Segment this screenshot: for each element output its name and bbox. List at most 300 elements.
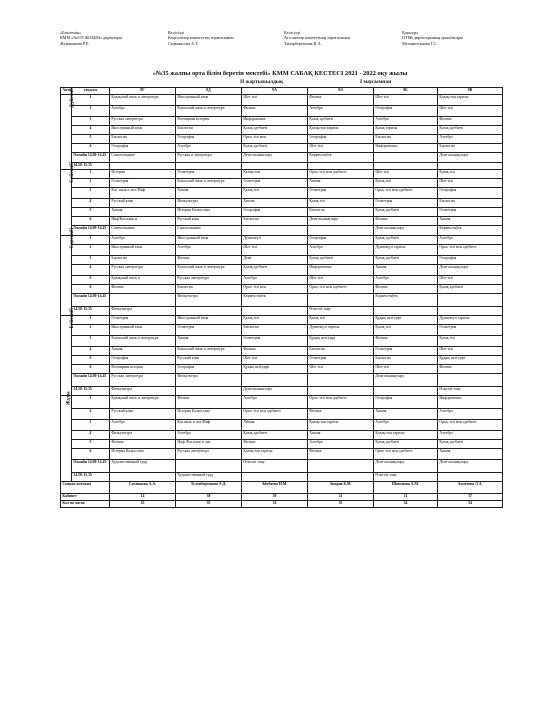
lesson-subject: Казахский язык и литература [176,265,242,276]
lesson-subject: Құқық негіздері [438,356,503,365]
footer-value: Айтбаева Н.М. [242,482,308,494]
lesson-subject: Алгебра [308,106,374,117]
lesson-subject: Алгебра [176,144,242,153]
lesson-time: 5 [72,135,110,144]
lesson-subject: Дүниежүзі тарихы [308,325,374,336]
lesson-row [61,294,503,307]
header-time: уақыты [72,88,110,95]
lesson-time: 1 [72,316,110,325]
lesson-subject: География [438,256,503,265]
lesson-subject: Дүниежүзі [242,236,308,245]
approval-block [60,30,500,62]
lesson-subject: Өзін-өзі тану [374,473,438,482]
lesson-subject: Иностранный язык [176,95,242,106]
lesson-subject: Геометрия [242,179,308,188]
footer-value: Тулепбергенова А.Д. [176,482,242,494]
lesson-subject: Қазақстан тарихы [308,420,374,431]
lesson-subject: Физкультура [110,387,176,396]
lesson-row [61,265,503,276]
lesson-subject: Қазақский язык и литература [110,95,176,106]
lesson-subject: Биология [242,217,308,226]
lesson-subject [176,163,242,170]
lesson-subject: Физика [242,440,308,449]
lesson-subject: Қазақ әдебиеті [374,208,438,217]
lesson-subject: Шет тілі [242,95,308,106]
lesson-subject: Алгебра [176,431,242,440]
approval-person: Жумаканова Р.Е. [60,40,90,46]
lesson-subject: Физика [438,117,503,126]
lesson-subject: Самопознание [110,226,176,236]
lesson-subject: Геометрия [308,188,374,199]
lesson-subject: Қазақстан тарихы [308,126,374,135]
header-class-9b: 9Б [374,88,438,95]
lesson-subject: Информатика [308,265,374,276]
lesson-row [61,325,503,336]
footer-value: Ахметова Л.А. [438,482,503,494]
lesson-row [61,316,503,325]
lesson-row [61,336,503,347]
effective-label: І маусымнан [360,79,392,85]
lesson-subject: Химия [374,409,438,420]
lesson-subject: Көркем еңбек [242,294,308,307]
lesson-subject [176,387,242,396]
lesson-subject: Қазақ әдебиеті [374,256,438,265]
lesson-subject: Алгебра [242,276,308,285]
footer-label: Кол-во часов [61,501,110,508]
lesson-row [61,473,503,482]
lesson-subject: Қазақ әдебиеті [242,265,308,276]
lesson-time: 5 [72,440,110,449]
lesson-subject [176,460,242,473]
footer-row [61,494,503,501]
lesson-subject: Физика [374,285,438,294]
lesson-subject: Геометрия [374,347,438,356]
lesson-time: 2 [72,325,110,336]
lesson-time: 5 [72,208,110,217]
lesson-row [61,365,503,374]
lesson-subject: Қазақ әдебиеті [438,440,503,449]
lesson-time: 6 [72,144,110,153]
footer-value: 31 [308,494,374,501]
lesson-time: 6 [72,365,110,374]
lesson-subject: Қазақ тілі [374,325,438,336]
lesson-time: 14.50-15.35 [72,387,110,396]
lesson-time: 1 [72,236,110,245]
lesson-subject: География [176,365,242,374]
lesson-subject: Русский язык [110,199,176,208]
lesson-subject: Биология [374,356,438,365]
lesson-subject: Художественный труд [110,460,176,473]
lesson-subject: Қазақ әдебиеті [374,236,438,245]
lesson-subject [110,294,176,307]
lesson-subject [242,374,308,387]
approval-heading: Келісілді [284,30,301,35]
lesson-subject [438,473,503,482]
lesson-time: 1 [72,396,110,409]
lesson-subject: Биология [110,256,176,265]
lesson-subject: Самопознание [176,226,242,236]
lesson-subject: Химия [176,188,242,199]
lesson-subject: Русский язык [110,409,176,420]
lesson-subject: Орыс тілі мен [242,285,308,294]
lesson-subject: Биология [176,126,242,135]
lesson-subject: Всемирная история [110,365,176,374]
lesson-subject: Қазақ әдебиеті [374,440,438,449]
footer-value: Акиров Б.М. [308,482,374,494]
lesson-subject: Иностранный язык [176,236,242,245]
lesson-subject: Алгебра [374,420,438,431]
lesson-subject: География [308,135,374,144]
lesson-time: 14.50-15.35 [72,163,110,170]
lesson-time: 4 [72,347,110,356]
lesson-subject: Химия [308,179,374,188]
lesson-subject: История Казахстана [110,449,176,460]
footer-value: 35 [176,501,242,508]
lesson-subject: Казахский язык и литература [176,347,242,356]
lesson-subject [110,473,176,482]
lesson-row [61,420,503,431]
lesson-subject [308,374,374,387]
lesson-row [61,449,503,460]
lesson-row [61,188,503,199]
lesson-subject: Алгебра [242,396,308,409]
lesson-subject: Казахский язык и литература [176,106,242,117]
lesson-row [61,347,503,356]
lesson-subject: Қазақстан тарихы [438,95,503,106]
lesson-subject: География [308,236,374,245]
lesson-subject [242,163,308,170]
lesson-subject: Физика [176,396,242,409]
approval-director [60,30,180,46]
header-row [61,88,503,95]
lesson-subject: Физика [438,365,503,374]
lesson-subject: Химия [438,449,503,460]
lesson-subject: Қазақстан [242,170,308,179]
lesson-subject: Өзін-өзі тану [242,460,308,473]
lesson-subject: Алгебра [438,135,503,144]
lesson-subject: Қазақстан тарихы [374,431,438,440]
footer-row [61,501,503,508]
lesson-subject: Физика [308,95,374,106]
lesson-subject: Биология [438,144,503,153]
lesson-row [61,245,503,256]
lesson-subject: Шет тілі [308,276,374,285]
day-cell [61,161,76,236]
lesson-subject: География [110,144,176,153]
lesson-subject: Дене шынықтыру [374,226,438,236]
lesson-time: Онлайн 14.00-14.45 [72,153,110,163]
lesson-row [61,431,503,440]
approval-role: ОТІЖ директорының орынбасары [402,35,464,41]
lesson-subject: Инф/Каз.язык и [110,217,176,226]
lesson-row [61,409,503,420]
lesson-subject: Химия [242,420,308,431]
lesson-subject: Биология [308,208,374,217]
footer-value: 35 [308,501,374,508]
approval-parents [284,30,404,46]
lesson-subject: Қазақ тілі [438,336,503,347]
lesson-subject: Алгебра [110,420,176,431]
lesson-subject: Дүниежүзі тарихы [438,316,503,325]
footer-label: Сынып жетекші [61,482,110,494]
lesson-subject [374,387,438,396]
lesson-time: Онлайн 14.00-14.45 [72,460,110,473]
lesson-subject: Физкультура [110,307,176,316]
lesson-time: 4 [72,199,110,208]
header-class-8g: 8Г [110,88,176,95]
lesson-subject: Русский язык [176,217,242,226]
lesson-subject: Всемирная история [176,117,242,126]
lesson-subject: Дене [242,256,308,265]
lesson-row [61,440,503,449]
lesson-subject [308,387,374,396]
approval-person: Мухаметганова Г.С. [402,40,438,46]
lesson-subject: Қазақ тілі [308,316,374,325]
lesson-subject: Информатика [374,144,438,153]
approval-heading: Қаралды [402,30,418,35]
lesson-subject: Русская литература [110,265,176,276]
lesson-subject: Қазақ тілі [374,179,438,188]
lesson-subject: Иностранный язык [110,245,176,256]
lesson-row [61,117,503,126]
lesson-subject [308,460,374,473]
lesson-subject [308,163,374,170]
lesson-subject: Геометрия [308,356,374,365]
lesson-subject: Дене шынықтыру [242,153,308,163]
day-name: Бейсенбі [69,308,76,329]
lesson-row [61,387,503,396]
lesson-subject: Шет тілі [374,365,438,374]
lesson-subject: Казахский язык и литература [176,179,242,188]
lesson-subject: География [374,106,438,117]
schedule-title: «№35 жалпы орта білім беретін мектебі» КММ САБАҚ КЕСТЕСІ 2021 - 2022 оқу жылы [152,70,408,77]
lesson-subject: Қазақ тарихы [374,126,438,135]
lesson-time: 6 [72,449,110,460]
lesson-subject: Орыс тілі мен әдебиеті [308,170,374,179]
day-name: Дүйсенбі [69,86,76,108]
lesson-row [61,163,503,170]
lesson-row [61,256,503,265]
lesson-subject: История [110,170,176,179]
lesson-subject [438,163,503,170]
lesson-subject: Русская литература [176,449,242,460]
lesson-subject: Шет тілі [438,276,503,285]
lesson-subject: Қазақ әдебиеті [308,256,374,265]
lesson-subject: Геометрия [242,336,308,347]
lesson-subject: Инф./Каз.язык и лит. [176,440,242,449]
lesson-subject: Информатика [242,117,308,126]
lesson-subject: Қазақстан тарихы [242,449,308,460]
lesson-subject: Химия [110,208,176,217]
lesson-subject [308,294,374,307]
lesson-subject: Құқық негіздері [308,336,374,347]
lesson-subject: Өзін-өзі тану [438,387,503,396]
lesson-time: 6 [72,217,110,226]
lesson-subject: Самопознание [110,153,176,163]
lesson-time: 14.50-15.35 [72,473,110,482]
lesson-subject [374,163,438,170]
lesson-subject: География [176,135,242,144]
lesson-subject: Алгебра [308,245,374,256]
lesson-subject: Каз.язык и лит./Инф. [176,420,242,431]
lesson-subject: Шет тілі [374,95,438,106]
lesson-subject [308,226,374,236]
footer-value: 34 [374,501,438,508]
lesson-subject: Дүниежүзі тарихы [374,245,438,256]
lesson-subject: Биология [438,199,503,208]
lesson-subject [242,226,308,236]
lesson-subject: Қазақ тілі [242,188,308,199]
footer-value: Шакенова А.М. [374,482,438,494]
lesson-subject: Русская литература [110,374,176,387]
lesson-subject: Казахский язык и литература [110,336,176,347]
lesson-row [61,106,503,117]
lesson-subject: Каз. язык и лит./Инф [110,188,176,199]
lesson-time: 2 [72,179,110,188]
lesson-subject [308,473,374,482]
lesson-row [61,126,503,135]
lesson-row [61,460,503,473]
approval-heading: Келісілді [168,30,185,35]
lesson-subject: Биология [374,135,438,144]
approval-role: КММ «№035 ЖОББМ» директоры [60,35,123,41]
lesson-subject: Алгебра [374,117,438,126]
lesson-subject: Алгебра [110,236,176,245]
footer-value: Сагашаева А.А. [110,482,176,494]
footer-value: 30 [242,494,308,501]
lesson-subject: Русский язык [176,356,242,365]
lesson-subject: Алгебра [176,245,242,256]
lesson-subject: Химия [242,199,308,208]
lesson-row [61,144,503,153]
day-cell [61,391,73,482]
lesson-row [61,217,503,226]
footer-row [61,482,503,494]
lesson-subject: Физика [110,440,176,449]
lesson-subject: Биология [242,325,308,336]
lesson-row [61,199,503,208]
lesson-subject: Қазақ әдебиеті [438,285,503,294]
footer-value: 37 [438,494,503,501]
footer-value: 34 [438,501,503,508]
lesson-subject: Көркем еңбек [374,294,438,307]
lesson-subject: История Казахстана [176,208,242,217]
approval-person: Садвакасова А.Т. [168,40,199,46]
lesson-subject: Физкультура [110,431,176,440]
lesson-subject: Биология [110,135,176,144]
footer-value: 34 [242,501,308,508]
lesson-subject: Қазақ әдебиеті [242,144,308,153]
lesson-subject: Информатика [438,396,503,409]
lesson-subject: Иностранный язык [176,316,242,325]
header-week: Апта [61,88,72,95]
lesson-subject: Орыс тілі мен әдебиеті [242,409,308,420]
header-class-8d: 8Д [176,88,242,95]
lesson-subject: Химия [438,217,503,226]
lesson-subject: Орыс тілі мен әдебиеті [438,420,503,431]
lesson-row [61,396,503,409]
lesson-subject: Орыс тілі мен әдебиеті [374,449,438,460]
lesson-subject: Физика [176,256,242,265]
lesson-row [61,236,503,245]
lesson-time: 3 [72,256,110,265]
footer-value: 35 [110,501,176,508]
lesson-time: Онлайн 14.00-14.45 [72,294,110,307]
lesson-subject: Физика [374,336,438,347]
lesson-time: 5 [72,276,110,285]
lesson-subject: Физика [308,449,374,460]
lesson-row [61,276,503,285]
lesson-subject: Алгебра [374,276,438,285]
lesson-subject: Алгебра [110,106,176,117]
lesson-subject: Қазақ тілі [438,170,503,179]
lesson-subject: Қазақ тілі [242,316,308,325]
lesson-subject: Қазақ тілі [308,199,374,208]
lesson-subject: Шет тілі [438,106,503,117]
lesson-subject: География [242,208,308,217]
lesson-subject: Физика [110,285,176,294]
lesson-subject [438,374,503,387]
day-name: Сейсенбі [69,161,76,183]
lesson-row [61,226,503,236]
lesson-subject: Дене шынықтыру [438,265,503,276]
lesson-time: 6 [72,285,110,294]
lesson-subject: Геометрия [110,316,176,325]
lesson-row [61,179,503,188]
lesson-subject [242,307,308,316]
lesson-time: Онлайн 14.00-14.45 [72,374,110,387]
day-name: Сәрсенбі [69,227,76,249]
lesson-subject: Геометрия [374,199,438,208]
schedule-table [60,87,503,508]
lesson-subject: Иностранный язык [110,325,176,336]
lesson-subject: Физика [308,409,374,420]
lesson-subject [110,163,176,170]
approval-heading: «Бекітемін» [60,30,82,35]
lesson-subject: Физика [242,347,308,356]
day-cell [61,308,76,396]
lesson-subject: История Казахстана [176,409,242,420]
lesson-subject: Дене шынықтыру [374,460,438,473]
lesson-subject [242,473,308,482]
lesson-subject: География [438,188,503,199]
lesson-subject [374,153,438,163]
lesson-subject: Геометрия [176,325,242,336]
lesson-subject: Художественный труд [176,473,242,482]
lesson-subject: Шет тілі [438,347,503,356]
lesson-subject: Көркем еңбек [308,153,374,163]
footer-value: 38 [176,494,242,501]
lesson-subject: Физкультура [176,374,242,387]
lesson-subject: Дене шынықтыру [242,387,308,396]
lesson-time: 1 [72,170,110,179]
lesson-row [61,95,503,106]
lesson-subject: Қазақ әдебиеті [242,431,308,440]
lesson-subject: Химия [308,431,374,440]
lesson-subject: Иностранный язык [110,126,176,135]
lesson-subject: Орыс тілі мен әдебиеті [308,396,374,409]
lesson-subject [438,307,503,316]
lesson-subject: Дене шынықтыру [438,460,503,473]
lesson-subject: География [374,396,438,409]
lesson-subject [374,307,438,316]
lesson-row [61,374,503,387]
header-class-9v: 9В [438,88,503,95]
day-name: Жұма [66,391,73,406]
half-year-label: ІІ жартыжылдық [240,79,284,85]
lesson-subject: Шет тілі [308,144,374,153]
lesson-subject: Орыс тілі мен әдебиеті [374,188,438,199]
